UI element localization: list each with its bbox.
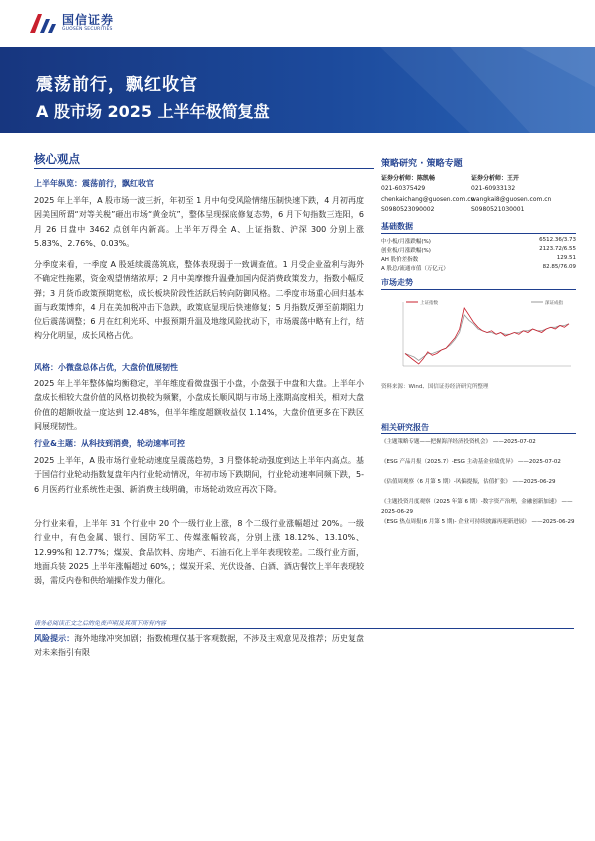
analyst-2-name: 王开 <box>507 175 520 182</box>
report-subtitle: A 股市场 2025 上半年极简复盘 <box>36 102 270 121</box>
logo-name-cn: 国信证券 <box>62 12 115 27</box>
section-overview-paragraph-2: 分季度来看，一季度 A 股延续震荡筑底，整体表现弱于一致调查值。1 月受企业盈利与海外不确定性拖累，资金观望情绪浓厚；2 月中美摩擦升温叠加国内促消费政策发力，指数小幅反弹；3 月货币政策预期宽松，成长板块阶段性活跃后转向防御风格。二季度市场重心回归基本面与政策博弈，4 月在美加税冲击下急跌，政策底显现后快速修复；5 月指数反弹至前期阻力位后震荡调整；6 月在红利光环、中报预期升温及地缘风险扰动下，市场震荡中略有上行，结构分化明显，成长风格占优。 <box>34 260 364 341</box>
analyst-1-license: S0980523090002 <box>381 206 435 214</box>
section-industry-paragraph-1: 2025 上半年，A 股市场行业轮动速度呈震荡趋势，3 月整体轮动强度到达上半年内高点。基于国信行业轮动指数复盘年内行业轮动情况，年初市场下跌期间，行业轮动速率同频下跌，5-6 月医药行业系统性走强、新消费主线明确，市场轮动效应再次下降。 <box>34 456 364 494</box>
related-report-item[interactable]: 《主题策略专题——把握海洋经济投资机会》 ——2025-07-02 <box>381 439 536 445</box>
related-report-item[interactable]: 《ESG 热点周报(6 月第 5 期)- 企业可持续披露再迎新进展》 ——2025-06-29 <box>381 519 575 525</box>
related-report-item[interactable]: 《估值周观察（6 月第 5 期）-风偏提振，估值扩张》 ——2025-06-29 <box>381 479 556 485</box>
market-trend-chart <box>381 296 576 376</box>
related-report-item[interactable]: 《主题投资月度观察（2025 年第 6 期）-数字资产治理，金融创新加速》 ——2025-06-29 <box>381 499 573 515</box>
footer-disclaimer: 请务必阅读正文之后的免责声明及其项下所有内容 <box>34 620 167 627</box>
market-trend-heading: 市场走势 <box>381 278 413 287</box>
risk-warning-label: 风险提示： <box>34 634 75 643</box>
section-style-paragraph: 2025 年上半年整体偏均衡稳定，半年维度看微盘强于小盘，小盘强于中盘和大盘。上半年小盘成长相较大盘价值的风格切换较为频繁，小盘成长顺风期与市场上涨期高度相关，相对大盘价值的超额收益一度达到 12.48%，但半年维度超额收益仅 1.14%，大盘价值更多在下跌区间展现韧性。 <box>34 379 364 431</box>
report-title: 震荡前行，飘红收官 <box>36 75 198 95</box>
related-reports-heading: 相关研究报告 <box>381 423 429 432</box>
legend-label-series-2: 深证成指 <box>545 301 563 306</box>
analyst-2-email: wangkai8@guosen.com.cn <box>471 195 552 203</box>
basic-data-divider <box>381 233 576 234</box>
analyst-2-phone: 021-60933132 <box>471 185 516 193</box>
basic-data-value: 6512.36/3.73 <box>539 237 576 243</box>
analyst-2-license: S0980521030001 <box>471 206 525 214</box>
risk-warning-text: 海外地缘冲突加剧；指数梳理仅基于客观数据，不涉及主观意见及推荐；历史复盘对未来指引有限 <box>34 634 364 658</box>
legend-label-series-1: 上证指数 <box>420 301 438 306</box>
basic-data-label: 创业板/月涨跌幅(%) <box>381 248 431 254</box>
related-report-item[interactable]: 《ESG 产品月报（2025.7）-ESG 主动基金业绩优异》 ——2025-07-02 <box>381 459 561 465</box>
analyst-2-label: 证券分析师： <box>471 175 508 182</box>
chart-source-note: 资料来源：Wind、国信证券经济研究所整理 <box>381 384 489 390</box>
basic-data-value: 129.51 <box>556 255 576 261</box>
footer-divider <box>34 628 574 629</box>
analyst-1-email: chenkaichang@guosen.com.cn <box>381 195 475 203</box>
basic-data-value: 82.85/76.09 <box>542 264 576 270</box>
basic-data-label: 中小板/月涨跌幅(%) <box>381 239 431 245</box>
section-industry-paragraph-2: 分行业来看，上半年 31 个行业中 20 个一级行业上涨，8 个二级行业涨幅超过 20%。一级行业中，有色金属、银行、国防军工、传媒涨幅较高，分别上涨 18.12%、13.10%、12.99%和 12.77%；煤炭、食品饮料、房地产、石油石化上半年表现较差。二级行业方面，地面兵装 2025 上半年涨幅超过 60%，；煤炭开采、光伏设备、白酒、酒店餐饮上半年表现较弱，需反内卷和供给端操作发力催化。 <box>34 519 364 586</box>
core-view-divider <box>34 168 374 169</box>
basic-data-label: AH 股价差指数 <box>381 257 419 263</box>
logo-emblem-icon <box>28 11 58 35</box>
basic-data-heading: 基础数据 <box>381 222 413 231</box>
logo-name-en: GUOSEN SECURITIES <box>62 26 113 32</box>
basic-data-row <box>381 246 576 255</box>
core-view-heading: 核心观点 <box>34 152 80 166</box>
section-overview-heading: 上半年纵览：震荡前行，飘红收官 <box>34 179 154 188</box>
analyst-1 <box>381 174 474 216</box>
basic-data-row <box>381 255 576 264</box>
report-category: 策略研究 · 策略专题 <box>381 159 463 169</box>
related-reports-divider <box>381 433 576 434</box>
analyst-1-name: 陈凯畅 <box>417 175 436 182</box>
section-industry-heading: 行业&主题：从科技到消费，轮动速率可控 <box>34 439 185 448</box>
basic-data-row <box>381 237 576 246</box>
basic-data-label: A 股总/流通市值（万亿元） <box>381 266 449 272</box>
analyst-1-label: 证券分析师： <box>381 175 418 182</box>
section-overview-paragraph-1: 2025 年上半年，A 股市场一波三折，年初至 1 月中旬受风险情绪压制快速下跌，4 月初再度因美国所谓“对等关税”砸出市场“黄金坑”，整体呈现探底修复态势，6 月下旬指数三连阳，6 月 26 日盘中 3462 点创年内新高。上半年万得全 A、上证指数、沪深 300 分别上涨 5.83%、2.76%、0.03%。 <box>34 196 364 248</box>
company-logo <box>28 10 114 36</box>
section-style-heading: 风格：小微盘总体占优，大盘价值展韧性 <box>34 363 178 372</box>
risk-warning <box>34 632 364 661</box>
analyst-2 <box>471 174 551 216</box>
analyst-1-phone: 021-60375429 <box>381 185 426 193</box>
basic-data-row <box>381 264 576 273</box>
basic-data-value: 2123.72/6.55 <box>539 246 576 252</box>
market-trend-divider <box>381 289 576 290</box>
